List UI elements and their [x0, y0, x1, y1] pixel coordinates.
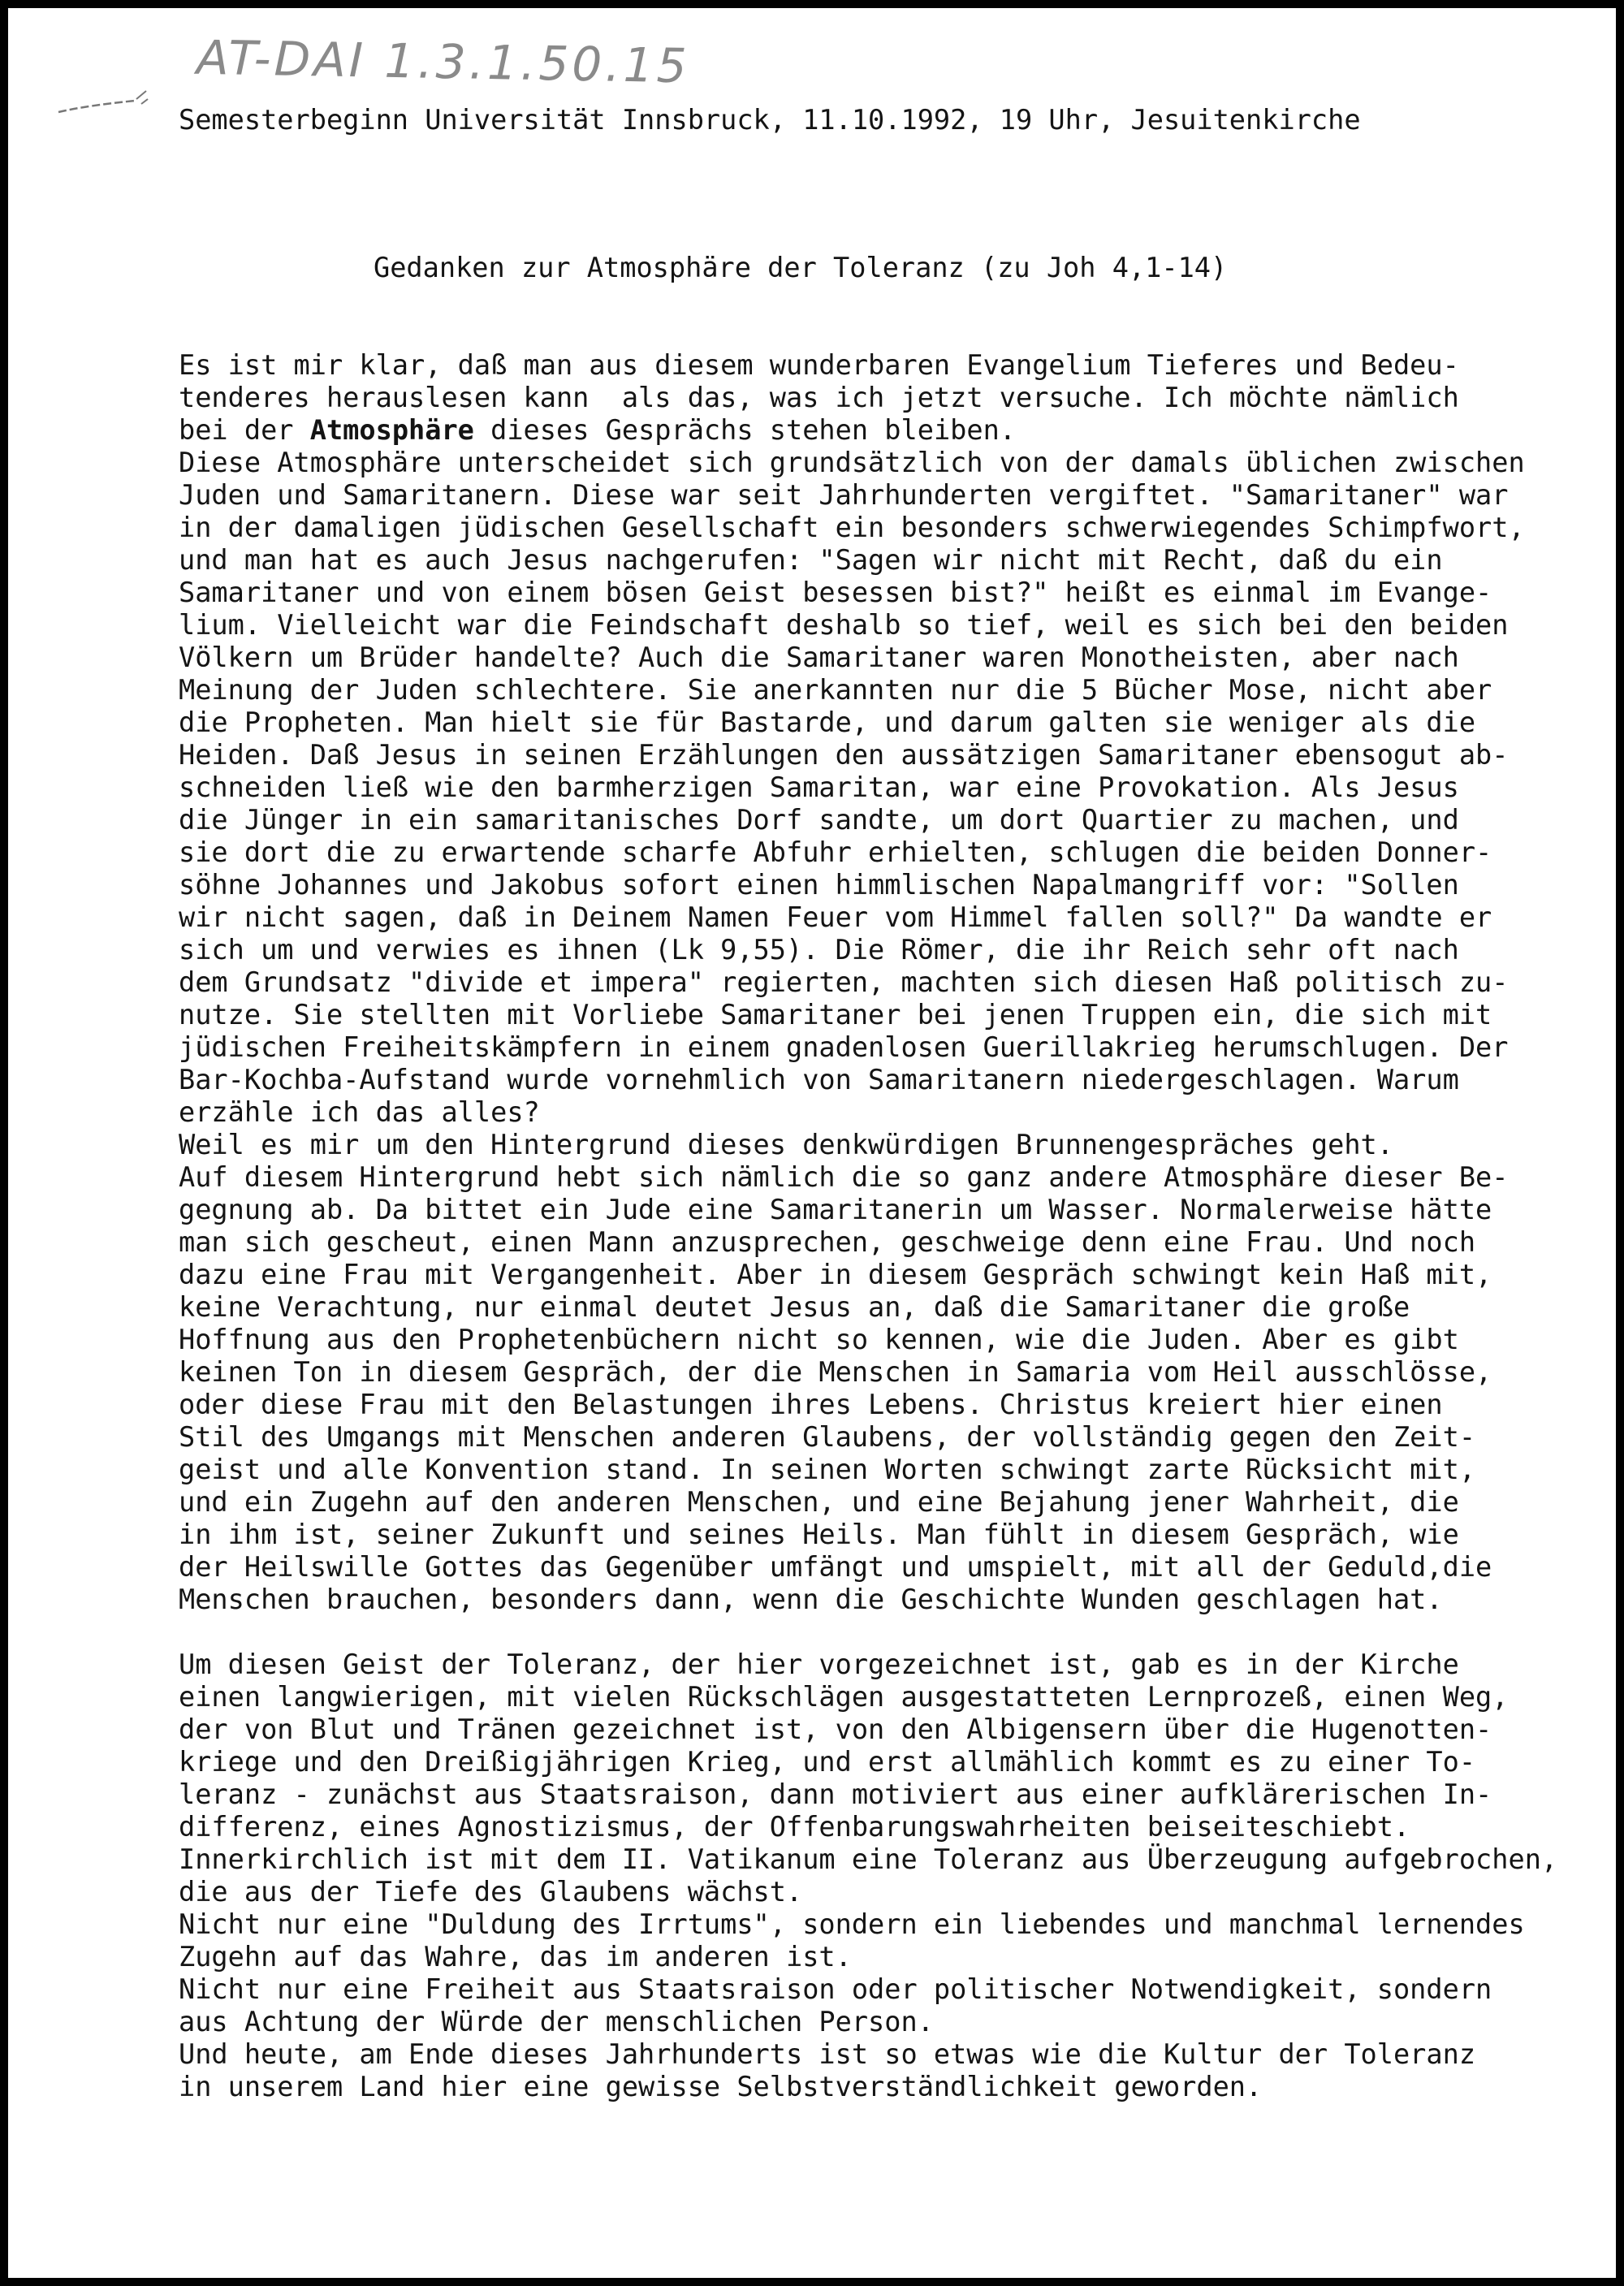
body-line: söhne Johannes und Jakobus sofort einen himmlischen Napalmangriff vor: "Sollen	[179, 869, 1459, 901]
body-line: wir nicht sagen, daß in Deinem Namen Feuer vom Himmel fallen soll?" Da wandte er	[179, 901, 1492, 933]
body-line: Nicht nur eine "Duldung des Irrtums", sondern ein liebendes und manchmal lernendes	[179, 1908, 1525, 1940]
body-line: nutze. Sie stellten mit Vorliebe Samaritaner bei jenen Truppen ein, die sich mit	[179, 999, 1492, 1031]
body-line: Juden und Samaritanern. Diese war seit Jahrhunderten vergiftet. "Samaritaner" war	[179, 479, 1509, 511]
body-line: Innerkirchlich ist mit dem II. Vatikanum eine Toleranz aus Überzeugung aufgebrochen,	[179, 1843, 1558, 1875]
body-line: Auf diesem Hintergrund hebt sich nämlich die so ganz andere Atmosphäre dieser Be-	[179, 1161, 1509, 1193]
body-line: erzähle ich das alles?	[179, 1096, 540, 1128]
body-line: und man hat es auch Jesus nachgerufen: "Sagen wir nicht mit Recht, daß du ein	[179, 544, 1443, 576]
body-line: Meinung der Juden schlechtere. Sie anerkannten nur die 5 Bücher Mose, nicht aber	[179, 674, 1492, 706]
body-line: die aus der Tiefe des Glaubens wächst.	[179, 1876, 803, 1908]
pencil-mark-icon	[55, 83, 161, 115]
body-line: Völkern um Brüder handelte? Auch die Samaritaner waren Monotheisten, aber nach	[179, 642, 1459, 673]
body-line: kriege und den Dreißigjährigen Krieg, und erst allmählich kommt es zu einer To-	[179, 1746, 1476, 1778]
body-line: tenderes herauslesen kann als das, was ich jetzt versuche. Ich möchte nämlich	[179, 382, 1459, 413]
body-line: die Jünger in ein samaritanisches Dorf sandte, um dort Quartier zu machen, und	[179, 804, 1459, 836]
emphasis-word: Atmosphäre	[309, 414, 474, 446]
archive-signature: AT-DAI 1.3.1.50.15	[196, 29, 691, 94]
body-line: einen langwierigen, mit vielen Rückschlägen ausgestatteten Lernprozeß, einen Weg,	[179, 1681, 1509, 1713]
body-line: leranz - zunächst aus Staatsraison, dann motiviert aus einer aufklärerischen In-	[179, 1778, 1492, 1810]
body-line: die Propheten. Man hielt sie für Bastarde, und darum galten sie weniger als die	[179, 707, 1476, 738]
document-title: Gedanken zur Atmosphäre der Toleranz (zu Joh 4,1-14)	[374, 252, 1228, 283]
body-line: der von Blut und Tränen gezeichnet ist, von den Albigensern über die Hugenotten-	[179, 1713, 1492, 1745]
body-line: schneiden ließ wie den barmherzigen Samaritan, war eine Provokation. Als Jesus	[179, 771, 1459, 803]
body-line: Diese Atmosphäre unterscheidet sich grundsätzlich von der damals üblichen zwischen	[179, 447, 1525, 478]
body-line: geist und alle Konvention stand. In seinen Worten schwingt zarte Rücksicht mit,	[179, 1454, 1476, 1485]
body-line: aus Achtung der Würde der menschlichen Person.	[179, 2006, 934, 2038]
body-line: Samaritaner und von einem bösen Geist besessen bist?" heißt es einmal im Evange-	[179, 577, 1492, 608]
body-line: in der damaligen jüdischen Gesellschaft ein besonders schwerwiegendes Schimpfwort,	[179, 512, 1525, 543]
body-line: sich um und verwies es ihnen (Lk 9,55). Die Römer, die ihr Reich sehr oft nach	[179, 934, 1459, 966]
body-line: der Heilswille Gottes das Gegenüber umfängt und umspielt, mit all der Geduld,die	[179, 1551, 1492, 1583]
emphasis-after: dieses Gesprächs stehen bleiben.	[473, 414, 1017, 446]
body-line: differenz, eines Agnostizismus, der Offenbarungswahrheiten beiseiteschiebt.	[179, 1811, 1410, 1843]
body-line: Weil es mir um den Hintergrund dieses denkwürdigen Brunnengespräches geht.	[179, 1129, 1393, 1160]
body-line: sie dort die zu erwartende scharfe Abfuhr erhielten, schlugen die beiden Donner-	[179, 836, 1492, 868]
emphasis-before: bei der	[179, 414, 310, 446]
body-line: gegnung ab. Da bittet ein Jude eine Samaritanerin um Wasser. Normalerweise hätte	[179, 1194, 1492, 1225]
document-header: Semesterbeginn Universität Innsbruck, 11.10.1992, 19 Uhr, Jesuitenkirche	[179, 104, 1361, 136]
body-line: Nicht nur eine Freiheit aus Staatsraison oder politischer Notwendigkeit, sondern	[179, 1973, 1492, 2005]
body-line: Menschen brauchen, besonders dann, wenn die Geschichte Wunden geschlagen hat.	[179, 1584, 1443, 1615]
body-line: jüdischen Freiheitskämpfern in einem gnadenlosen Guerillakrieg herumschlugen. Der	[179, 1031, 1509, 1063]
body-line: dazu eine Frau mit Vergangenheit. Aber in diesem Gespräch schwingt kein Haß mit,	[179, 1259, 1492, 1290]
body-line: Hoffnung aus den Prophetenbüchern nicht so kennen, wie die Juden. Aber es gibt	[179, 1324, 1459, 1355]
body-line: keine Verachtung, nur einmal deutet Jesus an, daß die Samaritaner die große	[179, 1291, 1410, 1323]
body-line: dem Grundsatz "divide et impera" regierten, machten sich diesen Haß politisch zu-	[179, 966, 1509, 998]
body-line: keinen Ton in diesem Gespräch, der die Menschen in Samaria vom Heil ausschlösse,	[179, 1356, 1492, 1388]
body-line: Bar-Kochba-Aufstand wurde vornehmlich von Samaritanern niedergeschlagen. Warum	[179, 1064, 1459, 1095]
body-line: Stil des Umgangs mit Menschen anderen Glaubens, der vollständig gegen den Zeit-	[179, 1421, 1476, 1453]
body-line: man sich gescheut, einen Mann anzusprechen, geschweige denn eine Frau. Und noch	[179, 1226, 1476, 1258]
body-line: Zugehn auf das Wahre, das im anderen ist.	[179, 1941, 852, 1973]
body-line: Um diesen Geist der Toleranz, der hier vorgezeichnet ist, gab es in der Kirche	[179, 1649, 1459, 1680]
body-line: Und heute, am Ende dieses Jahrhunderts ist so etwas wie die Kultur der Toleranz	[179, 2038, 1476, 2070]
emphasis-line	[179, 414, 1016, 447]
body-line: Heiden. Daß Jesus in seinen Erzählungen den aussätzigen Samaritaner ebensogut ab-	[179, 739, 1509, 771]
body-line: Es ist mir klar, daß man aus diesem wunderbaren Evangelium Tieferes und Bedeu-	[179, 349, 1459, 381]
document-page	[8, 8, 1616, 2278]
body-line: lium. Vielleicht war die Feindschaft deshalb so tief, weil es sich bei den beiden	[179, 609, 1509, 641]
body-line: in ihm ist, seiner Zukunft und seines Heils. Man fühlt in diesem Gespräch, wie	[179, 1519, 1459, 1550]
body-line: in unserem Land hier eine gewisse Selbstverständlichkeit geworden.	[179, 2071, 1263, 2102]
body-line: oder diese Frau mit den Belastungen ihres Lebens. Christus kreiert hier einen	[179, 1389, 1443, 1420]
body-line: und ein Zugehn auf den anderen Menschen, und eine Bejahung jener Wahrheit, die	[179, 1486, 1459, 1518]
